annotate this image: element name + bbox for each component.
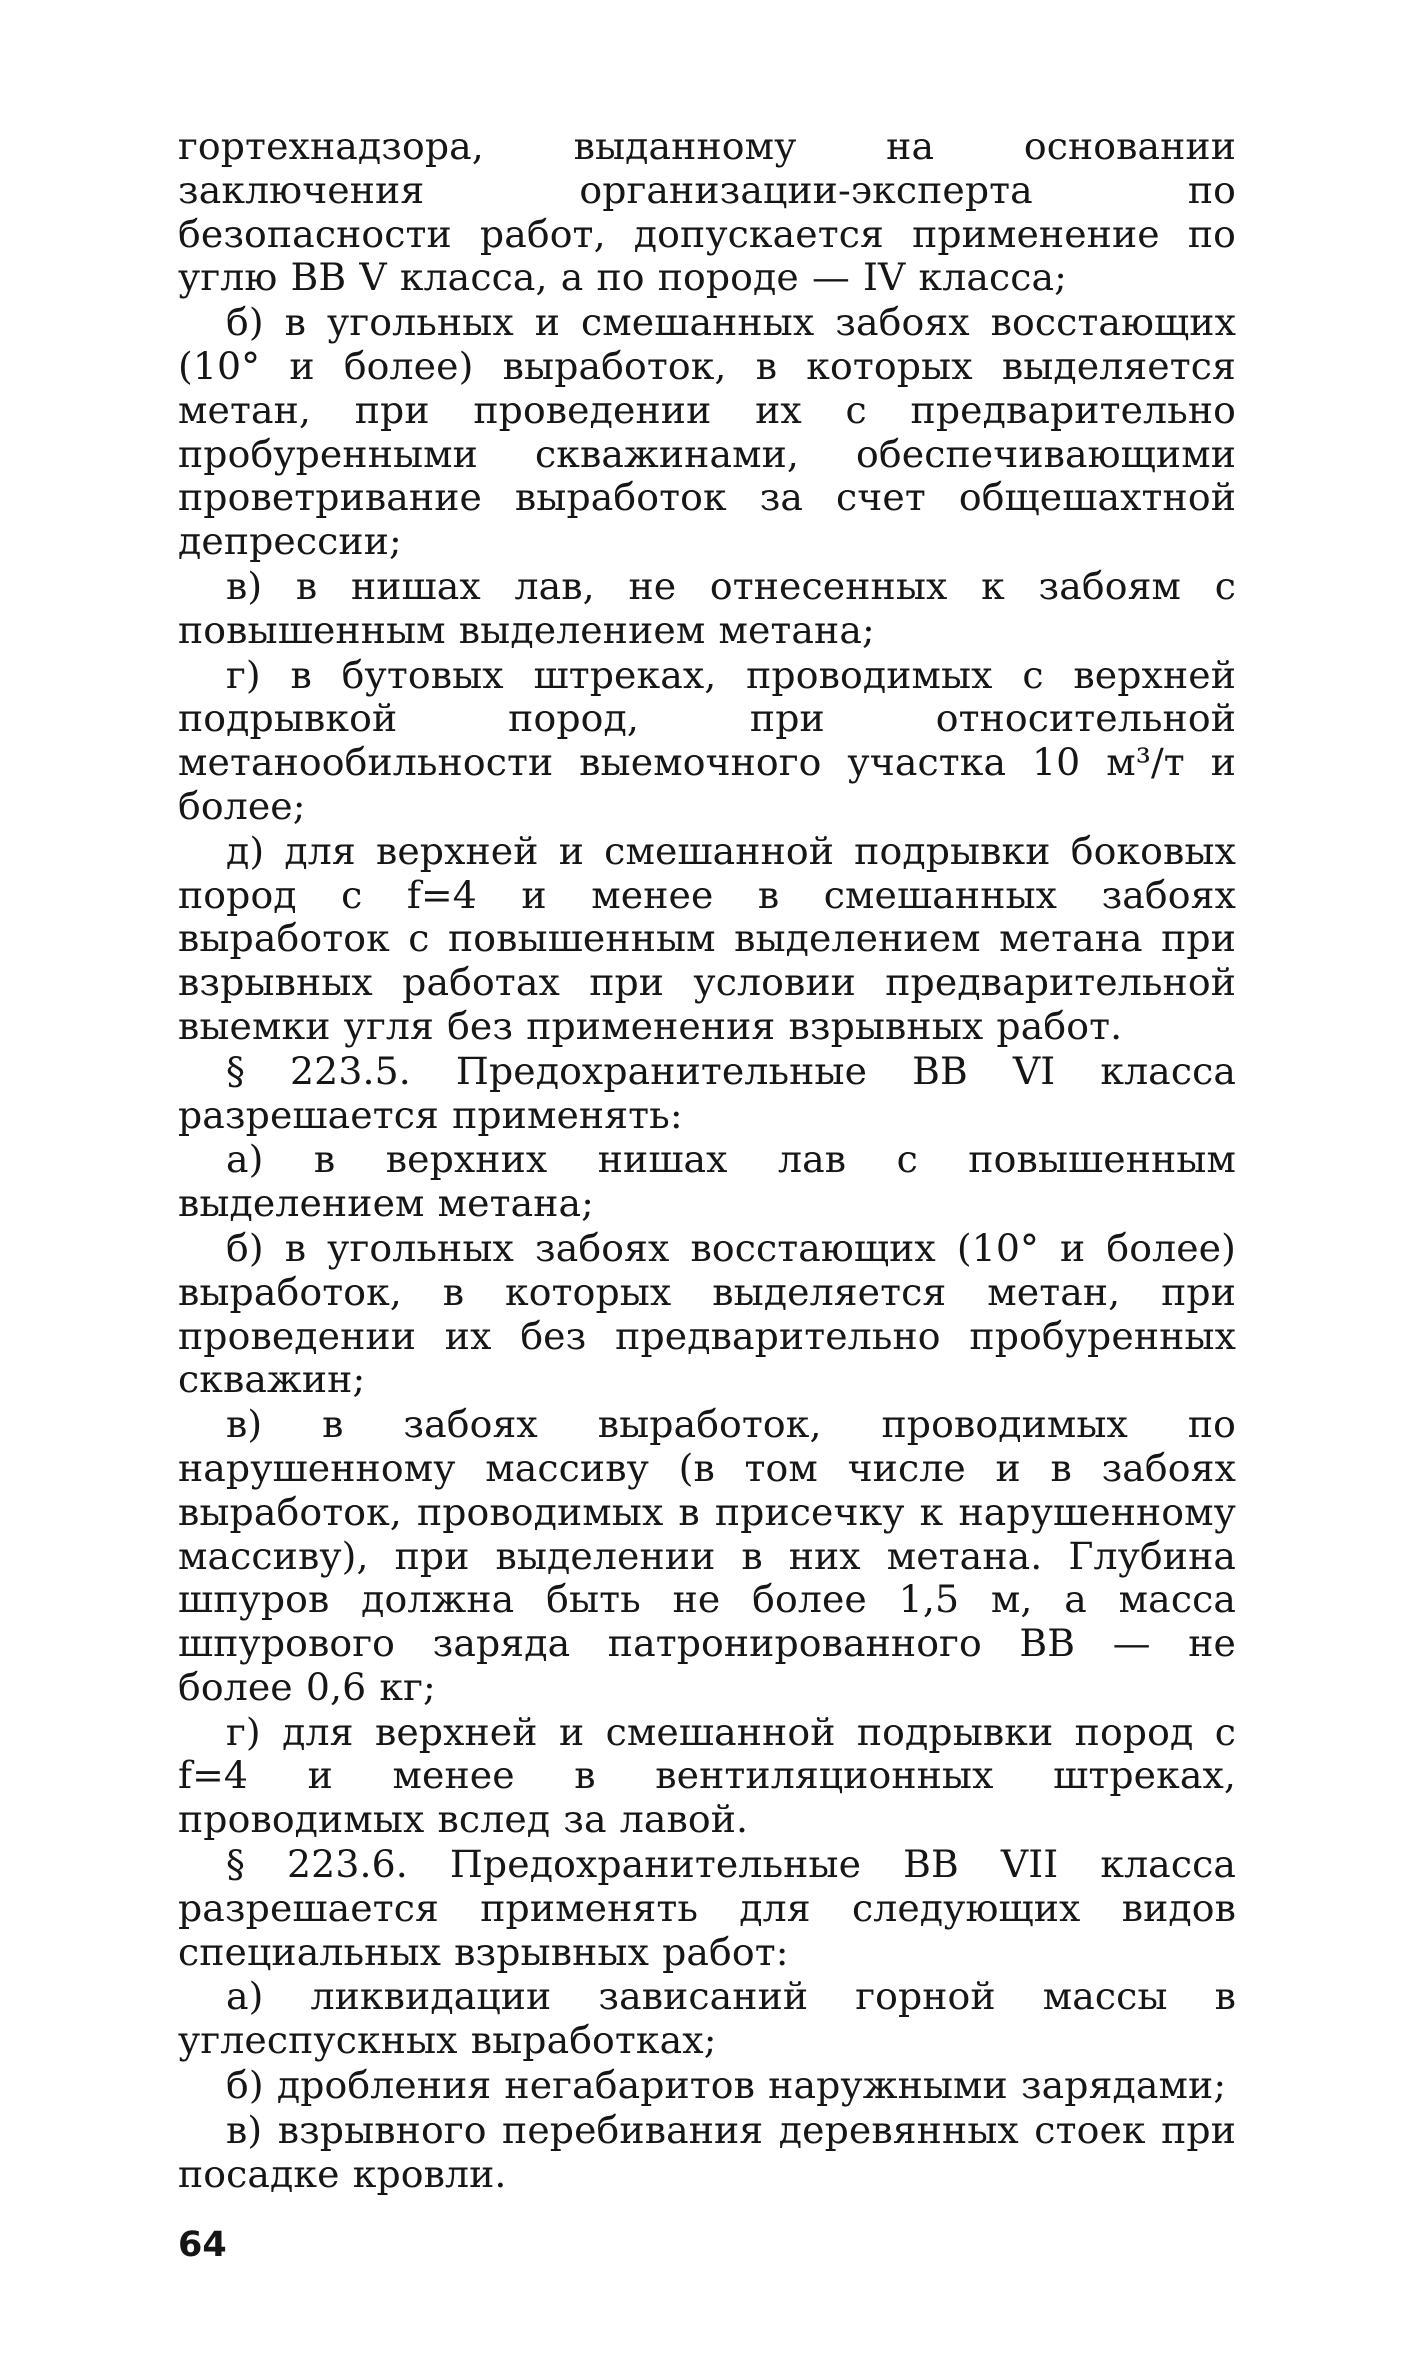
page-body-text xyxy=(178,125,1236,2197)
paragraph-223-5-item-v: в) в забоях выработок, проводимых по нарушенному массиву (в том числе и в забоях выработок, проводимых в присечку к нарушенному массиву), при выделении в них метана. Глубина шпуров должна быть не более 1,5 м, а масса шпурового заряда патронированного ВВ — не более 0,6 кг; xyxy=(178,1402,1236,1709)
section-223-6-heading: § 223.6. Предохранительные ВВ VII класса разрешается применять для следующих видов специальных взрывных работ: xyxy=(178,1842,1236,1974)
paragraph-223-5-item-b: б) в угольных забоях восстающих (10° и более) выработок, в которых выделяется метан, при проведении их без предварительно пробуренных скважин; xyxy=(178,1225,1236,1402)
paragraph-item-d: д) для верхней и смешанной подрывки боковых пород с f=4 и менее в смешанных забоях выработок с повышенным выделением метана при взрывных работах при условии предварительной выемки угля без применения взрывных работ. xyxy=(178,828,1236,1048)
paragraph-item-b: б) в угольных и смешанных забоях восстающих (10° и более) выработок, в которых выделяется метан, при проведении их с предварительно пробуренными скважинами, обеспечивающими проветривание выработок за счет общешахтной депрессии; xyxy=(178,300,1236,564)
page-number: 64 xyxy=(178,2225,227,2265)
paragraph-item-v: в) в нишах лав, не отнесенных к забоям с повышенным выделением метана; xyxy=(178,563,1236,652)
paragraph-223-5-item-a: а) в верхних нишах лав с повышенным выделением метана; xyxy=(178,1137,1236,1226)
paragraph-223-6-item-b: б) дробления негабаритов наружными зарядами; xyxy=(226,2063,1227,2108)
paragraph-223-6-item-a: а) ликвидации зависаний горной массы в углеспускных выработках; xyxy=(178,1974,1236,2063)
paragraph-continuation: гортехнадзора, выданному на основании заключения организации-эксперта по безопасности работ, допускается применение по углю ВВ V класса, а по породе — IV класса; xyxy=(178,124,1236,300)
paragraph-223-5-item-g: г) для верхней и смешанной подрывки пород с f=4 и менее в вентиляционных штреках, проводимых вслед за лавой. xyxy=(178,1709,1236,1842)
paragraph-item-g: г) в бутовых штреках, проводимых с верхней подрывкой пород, при относительной метанообильности выемочного участка 10 м³/т и более; xyxy=(178,652,1236,828)
section-223-5-heading: § 223.5. Предохранительные ВВ VI класса разрешается применять: xyxy=(178,1048,1236,1137)
paragraph-223-6-item-v: в) взрывного перебивания деревянных стоек при посадке кровли. xyxy=(178,2107,1236,2196)
